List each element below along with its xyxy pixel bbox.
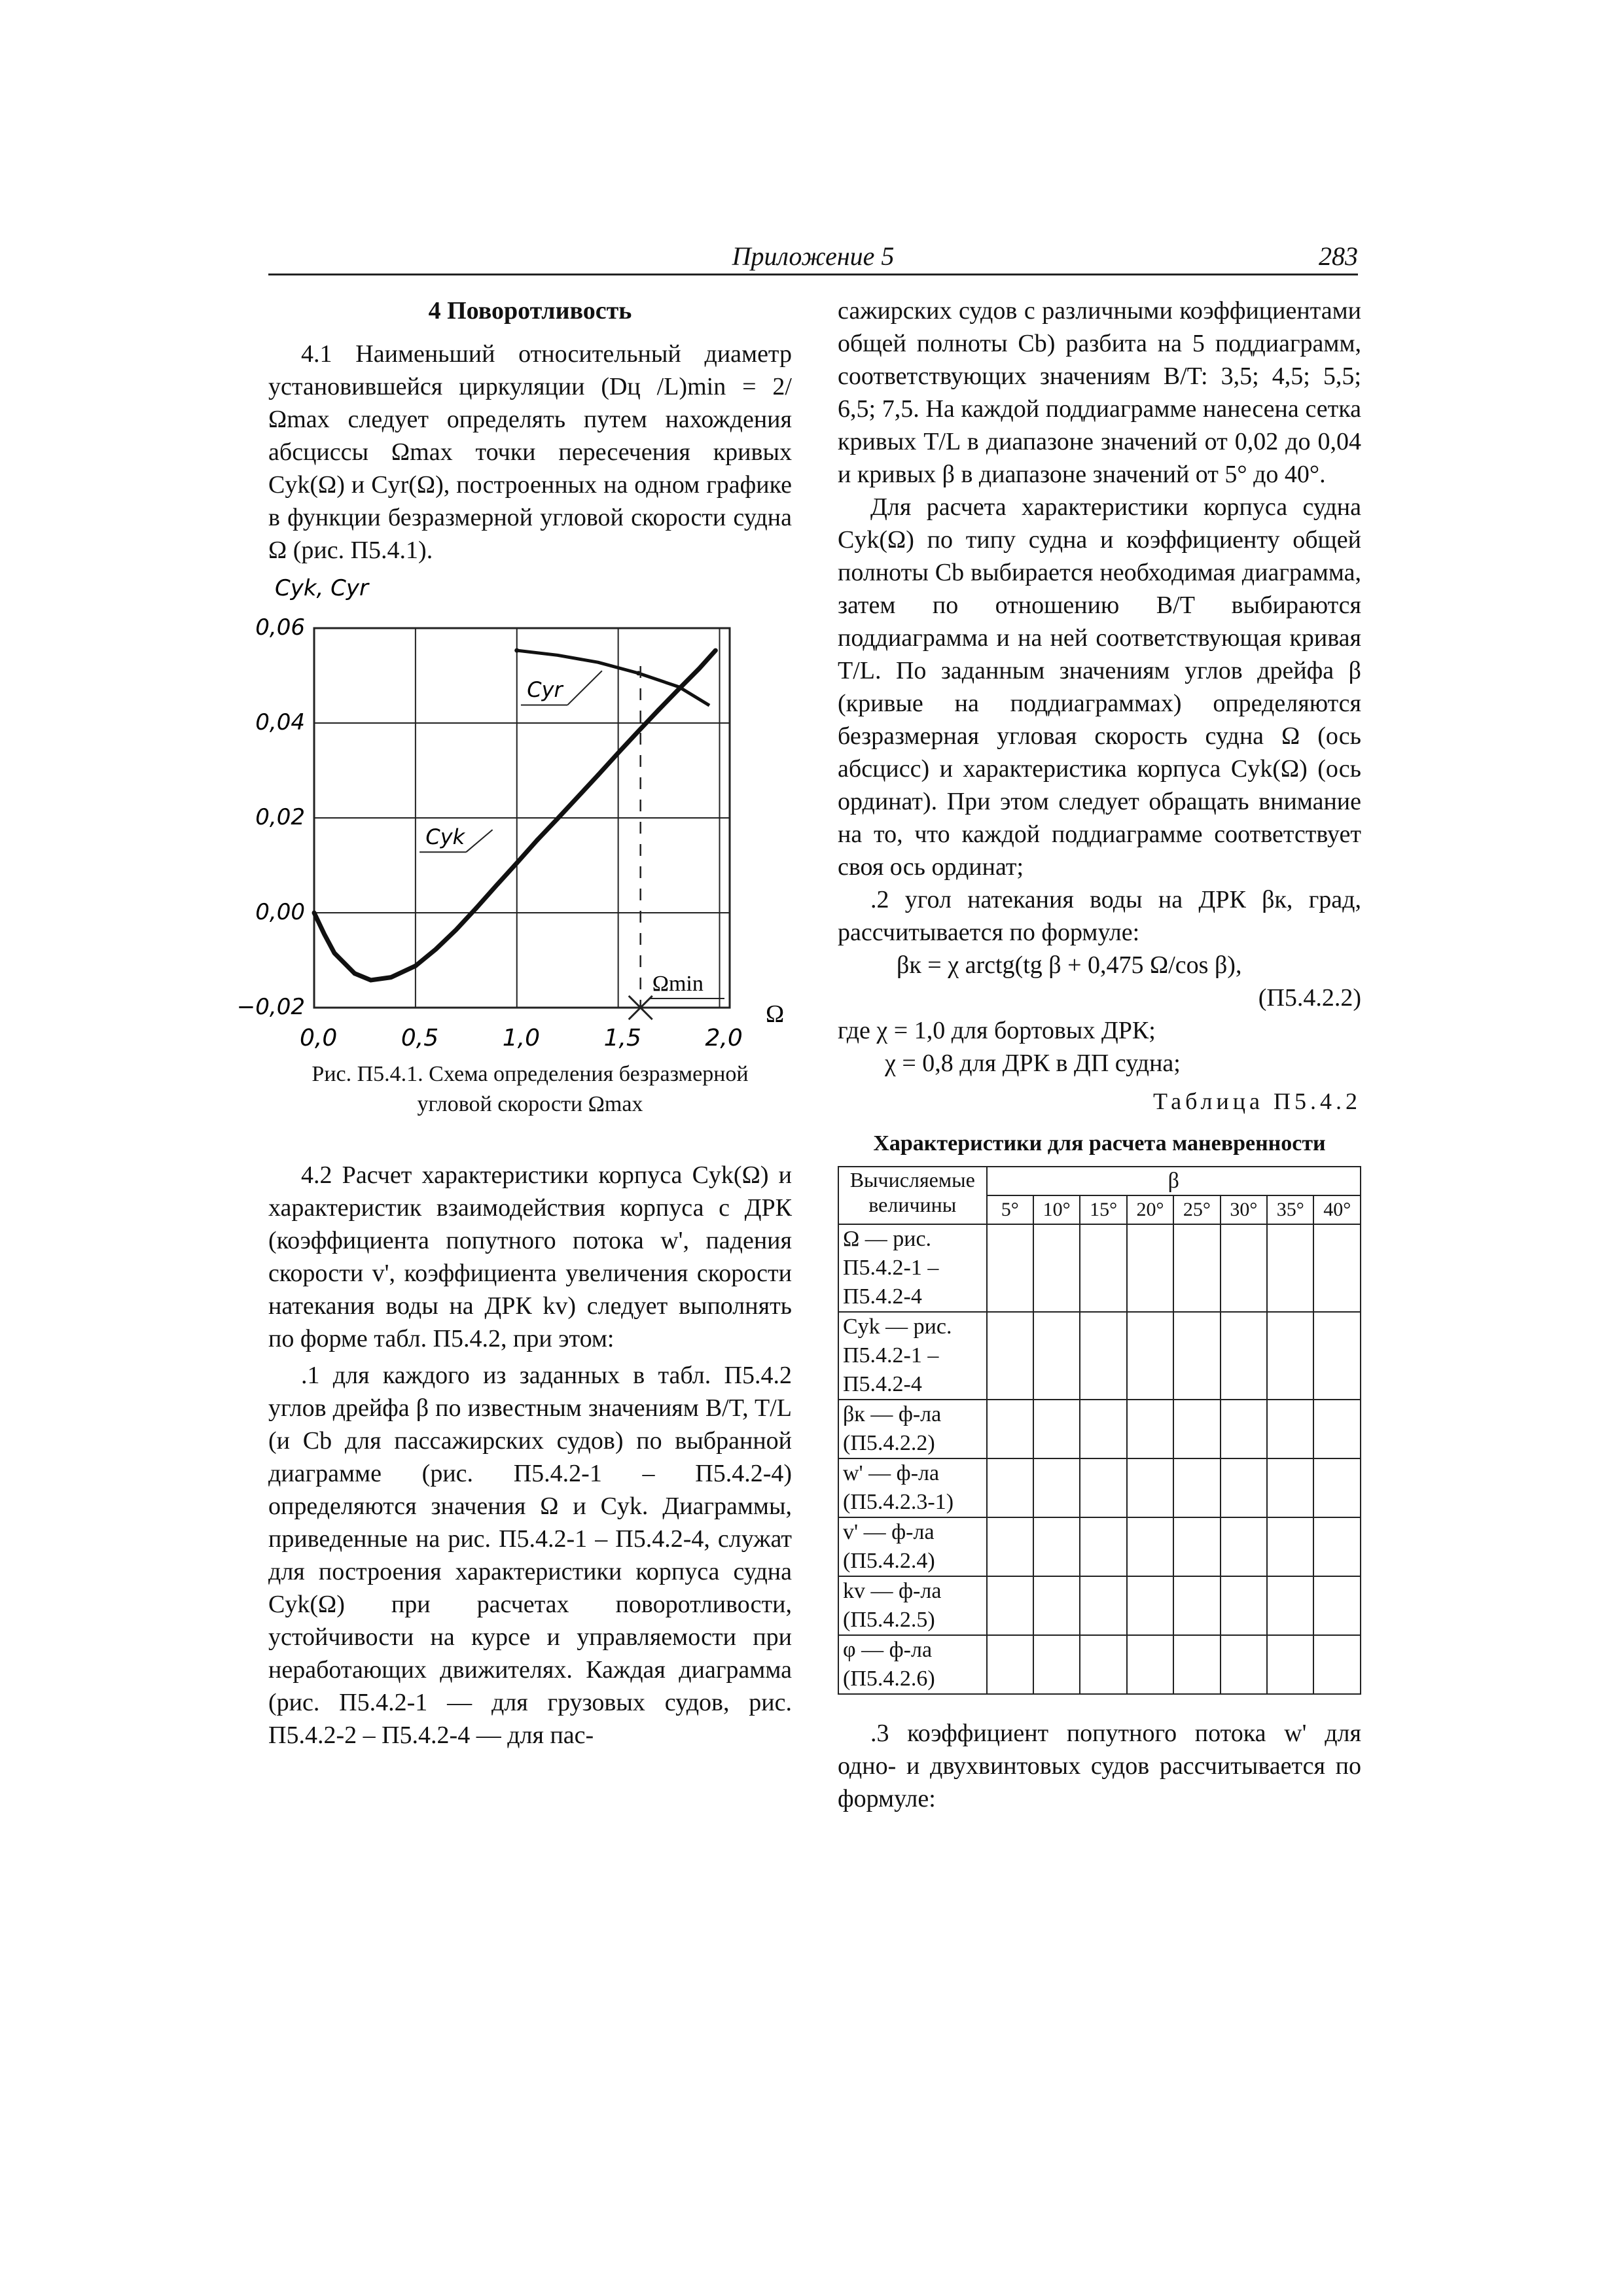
x-tick-label: 2,0 bbox=[705, 1025, 743, 1051]
x-tick-label: 1,5 bbox=[603, 1025, 641, 1051]
table-empty-cell bbox=[1033, 1224, 1080, 1312]
table-row-label-line: φ — ф-ла bbox=[843, 1638, 933, 1662]
table-row-label-line: v' — ф-ла bbox=[843, 1520, 935, 1544]
table-empty-cell bbox=[1127, 1458, 1173, 1517]
label-omega-min: Ωmin bbox=[652, 972, 704, 996]
data-point bbox=[413, 964, 418, 968]
paragraph-4-2-3: .3 коэффициент попутного потока w' для одно- и двухвинтовых судов рассчитывается по формуле: bbox=[838, 1720, 1361, 1812]
table-row-label-line: П5.4.2-4 bbox=[843, 1284, 922, 1309]
table-empty-cell bbox=[1221, 1400, 1267, 1458]
table-beta-header: β bbox=[987, 1167, 1361, 1195]
table-empty-cell bbox=[987, 1312, 1033, 1400]
table-empty-cell bbox=[1080, 1576, 1126, 1635]
table-row-label-line: (П5.4.2.3-1) bbox=[843, 1490, 954, 1514]
table-empty-cell bbox=[1080, 1517, 1126, 1576]
table-angle-header: 10° bbox=[1033, 1195, 1080, 1224]
table-empty-cell bbox=[1033, 1576, 1080, 1635]
series-line-cyk bbox=[314, 650, 715, 980]
where-line-2: χ = 0,8 для ДРК в ДП судна; bbox=[885, 1050, 1181, 1077]
table-empty-cell bbox=[1313, 1635, 1361, 1694]
table-empty-cell bbox=[1127, 1400, 1173, 1458]
where-line-1: где χ = 1,0 для бортовых ДРК; bbox=[838, 1017, 1156, 1044]
table-empty-cell bbox=[1173, 1224, 1220, 1312]
table-empty-cell bbox=[1127, 1635, 1173, 1694]
table-empty-cell bbox=[1267, 1224, 1313, 1312]
table-row-label bbox=[838, 1400, 987, 1458]
y-tick-label: −0,02 bbox=[236, 994, 305, 1020]
table-empty-cell bbox=[1033, 1517, 1080, 1576]
y-tick-label: 0,06 bbox=[255, 614, 305, 641]
table-row-label-line: П5.4.2-4 bbox=[843, 1372, 922, 1396]
table-row-label-line: (П5.4.2.2) bbox=[843, 1431, 935, 1455]
paragraph-4-2-1: .1 для каждого из заданных в табл. П5.4.2 углов дрейфа β по известным значениям B/T, T/L (и Cb для пассажирских судов) по выбранной диаграмме (рис. П5.4.2-1 – П5.4.2-4) определяются значения Ω и Cyk. Диаграммы, приведенные на рис. П5.4.2-1 – П5.4.2-4, служат для построения характеристики корпуса судна Cyk(Ω) при расчетах поворотливости, устойчивости на курсе и управляемости при неработающих движителях. Каждая диаграмма (рис. П5.4.2-1 — для грузовых судов, рис. П5.4.2-2 – П5.4.2-4 — для пас- bbox=[268, 1362, 792, 1749]
table-empty-cell bbox=[1221, 1312, 1267, 1400]
table-row-label bbox=[838, 1312, 987, 1400]
table-empty-cell bbox=[1221, 1224, 1267, 1312]
table-empty-cell bbox=[1173, 1400, 1220, 1458]
label-cyr: Cyr bbox=[527, 677, 563, 703]
y-tick-label: 0,02 bbox=[255, 804, 305, 830]
table-empty-cell bbox=[1173, 1635, 1220, 1694]
table-empty-cell bbox=[1173, 1312, 1220, 1400]
paragraph-continuation: сажирских судов с различными коэффициентами общей полноты Cb) разбита на 5 поддиаграмм, соответствующих значениям B/T: 3,5; 4,5; 5,5; 6,5; 7,5. На каждой поддиаграмме нанесена сетка кривых T/L в диапазоне значений от 0,02 до 0,04 и кривых β в диапазоне значений от 5° до 40°. bbox=[838, 297, 1361, 488]
table-empty-cell bbox=[987, 1517, 1033, 1576]
maneuverability-table bbox=[838, 1166, 1361, 1695]
table-row-label-line: (П5.4.2.5) bbox=[843, 1608, 935, 1632]
x-tick-label: 1,0 bbox=[502, 1025, 541, 1051]
table-row bbox=[838, 1224, 1361, 1312]
table-empty-cell bbox=[1033, 1312, 1080, 1400]
table-row bbox=[838, 1635, 1361, 1694]
table-angle-header: 20° bbox=[1127, 1195, 1173, 1224]
header-rule bbox=[268, 274, 1358, 275]
table-empty-cell bbox=[1127, 1576, 1173, 1635]
label-cyk-leader bbox=[466, 830, 492, 852]
table-empty-cell bbox=[1267, 1312, 1313, 1400]
table-row-label bbox=[838, 1576, 987, 1635]
table-row-label bbox=[838, 1635, 987, 1694]
table-row-label-line: П5.4.2-1 – bbox=[843, 1343, 939, 1368]
table-empty-cell bbox=[1080, 1312, 1126, 1400]
table-row bbox=[838, 1312, 1361, 1400]
table-row-label-line: w' — ф-ла bbox=[843, 1461, 940, 1485]
left-column bbox=[236, 294, 792, 1752]
table-empty-cell bbox=[987, 1576, 1033, 1635]
table-row bbox=[838, 1517, 1361, 1576]
table-row-label bbox=[838, 1458, 987, 1517]
table-empty-cell bbox=[1221, 1517, 1267, 1576]
section-title: 4 Поворотливость bbox=[428, 297, 632, 325]
table-empty-cell bbox=[1313, 1400, 1361, 1458]
table-empty-cell bbox=[1173, 1517, 1220, 1576]
data-point bbox=[514, 648, 519, 653]
figure-caption-line-1: Рис. П5.4.1. Схема определения безразмерной bbox=[312, 1062, 749, 1086]
data-point bbox=[656, 707, 661, 712]
table-body bbox=[838, 1224, 1361, 1694]
chart-svg bbox=[236, 569, 792, 1051]
page-number: 283 bbox=[1319, 241, 1358, 271]
right-column bbox=[838, 294, 1361, 1815]
table-empty-cell bbox=[1313, 1458, 1361, 1517]
table-empty-cell bbox=[1080, 1635, 1126, 1694]
figure-caption-line-2: угловой скорости Ωmax bbox=[417, 1092, 643, 1116]
table-empty-cell bbox=[1173, 1576, 1220, 1635]
table-row-label bbox=[838, 1224, 987, 1312]
table-empty-cell bbox=[1127, 1517, 1173, 1576]
table-empty-cell bbox=[1033, 1635, 1080, 1694]
table-row bbox=[838, 1458, 1361, 1517]
table-row bbox=[838, 1400, 1361, 1458]
data-point bbox=[474, 906, 478, 910]
table-row-label-line: (П5.4.2.6) bbox=[843, 1667, 935, 1691]
table-row bbox=[838, 1576, 1361, 1635]
data-point bbox=[713, 648, 718, 653]
table-empty-cell bbox=[1033, 1458, 1080, 1517]
table-empty-cell bbox=[1313, 1224, 1361, 1312]
table-col-header: Вычисляемые величины bbox=[838, 1167, 987, 1224]
table-empty-cell bbox=[1173, 1458, 1220, 1517]
table-row-label-line: П5.4.2-1 – bbox=[843, 1256, 939, 1280]
paragraph-4-2-2: .2 угол натекания воды на ДРК βк, град, рассчитывается по формуле: bbox=[838, 886, 1361, 946]
table-row-label-line: kv — ф-ла bbox=[843, 1579, 942, 1603]
table-empty-cell bbox=[987, 1458, 1033, 1517]
table-angle-header: 30° bbox=[1221, 1195, 1267, 1224]
table-empty-cell bbox=[1267, 1517, 1313, 1576]
table-header-row bbox=[838, 1167, 1361, 1195]
formula-beta-k: βк = χ arctg(tg β + 0,475 Ω/cos β), bbox=[897, 951, 1242, 979]
x-tick-label: 0,5 bbox=[401, 1025, 439, 1051]
table-empty-cell bbox=[1127, 1224, 1173, 1312]
y-tick-label: 0,00 bbox=[255, 899, 305, 925]
paragraph-calculation: Для расчета характеристики корпуса судна Cyk(Ω) по типу судна и коэффициенту общей полноты Cb выбирается необходимая диаграмма, затем по отношению B/T выбираются поддиаграмма и на ней соответствующая кривая T/L. По заданным значениям углов дрейфа β (кривые на поддиаграммах) определяются безразмерная угловая скорость судна Ω (ось абсцисс) и характеристика корпуса Cyk(Ω) (ось ординат). При этом следует обращать внимание на то, что каждой поддиаграмме соответствует своя ось ординат; bbox=[838, 493, 1361, 881]
paragraph-4-1: 4.1 Наименьший относительный диаметр установившейся циркуляции (Dц /L)min = 2/Ωmax следует определять путем нахождения абсциссы Ωmax точки пересечения кривых Cyk(Ω) и Cyr(Ω), построенных на одном графике в функции безразмерной угловой скорости судна Ω (рис. П5.4.1). bbox=[268, 340, 792, 564]
table-empty-cell bbox=[1033, 1400, 1080, 1458]
label-cyr-leader bbox=[567, 671, 602, 705]
table-empty-cell bbox=[987, 1635, 1033, 1694]
table-angle-header: 15° bbox=[1080, 1195, 1126, 1224]
table-angle-header: 35° bbox=[1267, 1195, 1313, 1224]
x-axis-label: Ω bbox=[766, 1000, 785, 1028]
table-empty-cell bbox=[987, 1224, 1033, 1312]
table-angle-header: 40° bbox=[1313, 1195, 1361, 1224]
table-empty-cell bbox=[1221, 1458, 1267, 1517]
running-header-title: Приложение 5 bbox=[732, 241, 895, 271]
table-empty-cell bbox=[1221, 1576, 1267, 1635]
table-empty-cell bbox=[1313, 1312, 1361, 1400]
table-row-label-line: Ω — рис. bbox=[843, 1227, 932, 1251]
table-title: Характеристики для расчета маневренности bbox=[873, 1131, 1326, 1156]
paragraph-4-2: 4.2 Расчет характеристики корпуса Cyk(Ω) и характеристик взаимодействия корпуса с ДРК (коэффициента попутного потока w', падения скорости v', коэффициента увеличения скорости натекания воды на ДРК kv) следует выполнять по форме табл. П5.4.2, при этом: bbox=[268, 1161, 792, 1352]
table-row-label bbox=[838, 1517, 987, 1576]
table-empty-cell bbox=[1267, 1458, 1313, 1517]
table-empty-cell bbox=[1267, 1576, 1313, 1635]
table-empty-cell bbox=[1080, 1458, 1126, 1517]
formula-number: (П5.4.2.2) bbox=[1258, 984, 1361, 1012]
table-row-label-line: (П5.4.2.4) bbox=[843, 1549, 935, 1573]
table-empty-cell bbox=[1313, 1576, 1361, 1635]
table-empty-cell bbox=[1267, 1400, 1313, 1458]
table-angle-header: 25° bbox=[1173, 1195, 1220, 1224]
table-empty-cell bbox=[1127, 1312, 1173, 1400]
y-axis-label: Cyk, Cyr bbox=[275, 575, 369, 601]
data-point bbox=[312, 911, 317, 915]
table-angle-header: 5° bbox=[987, 1195, 1033, 1224]
figure-p5-4-1 bbox=[236, 569, 792, 1051]
y-tick-label: 0,04 bbox=[255, 709, 305, 735]
table-row-label-line: Cyk — рис. bbox=[843, 1315, 952, 1339]
running-header bbox=[268, 236, 1358, 275]
table-label: Таблица П5.4.2 bbox=[1153, 1088, 1361, 1114]
table-empty-cell bbox=[1267, 1635, 1313, 1694]
x-tick-label: 0,0 bbox=[300, 1025, 338, 1051]
table-empty-cell bbox=[1080, 1400, 1126, 1458]
table-empty-cell bbox=[987, 1400, 1033, 1458]
data-point bbox=[596, 773, 600, 777]
label-cyk: Cyk bbox=[425, 824, 465, 849]
data-point bbox=[352, 971, 357, 976]
table-empty-cell bbox=[1221, 1635, 1267, 1694]
table-empty-cell bbox=[1313, 1517, 1361, 1576]
data-point bbox=[535, 838, 539, 843]
table-empty-cell bbox=[1080, 1224, 1126, 1312]
table-row-label-line: βк — ф-ла bbox=[843, 1402, 942, 1426]
